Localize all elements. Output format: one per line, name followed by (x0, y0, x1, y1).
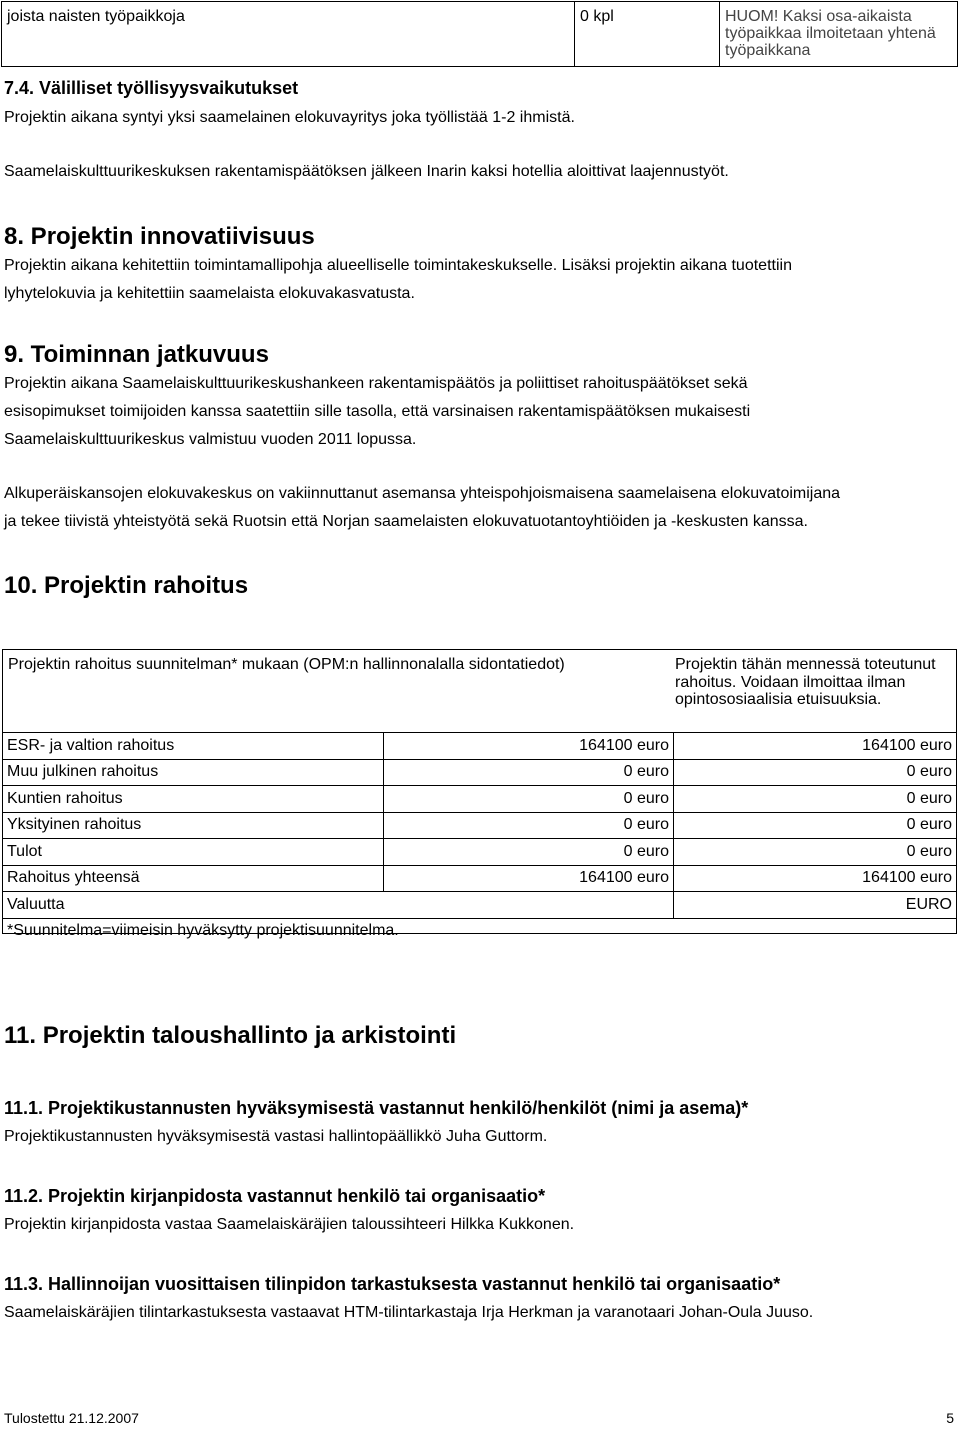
funding-row-plan: 0 euro (384, 839, 674, 866)
section-8-heading: 8. Projektin innovatiivisuus (4, 223, 315, 250)
table-row (2, 865, 957, 892)
funding-row-plan: 0 euro (384, 812, 674, 839)
section-9-text-1: Projektin aikana Saamelaiskulttuurikeskushankeen rakentamispäätös ja poliittiset rahoituspäätökset sekä (4, 375, 748, 392)
section-9-text-5: ja tekee tiivistä yhteistyötä sekä Ruotsin että Norjan saamelaisten elokuvatuotantoyhtiöiden ja -keskusten kanssa. (4, 513, 808, 530)
funding-row-actual: 0 euro (674, 759, 957, 786)
print-date: Tulostettu 21.12.2007 (4, 1410, 139, 1426)
funding-row-plan: 164100 euro (384, 865, 674, 892)
section-8-text-1: Projektin aikana kehitettiin toimintamallipohja alueelliselle toimintakeskukselle. Lisäksi projektin aikana tuotettiin (4, 257, 792, 274)
section-11-2-text: Projektin kirjanpidosta vastaa Saamelaiskäräjien taloussihteeri Hilkka Kukkonen. (4, 1216, 575, 1233)
women-jobs-note: HUOM! Kaksi osa-aikaista työpaikkaa ilmoitetaan yhtenä työpaikkana (720, 2, 958, 67)
table-row (2, 918, 957, 944)
section-11-1-heading: 11.1. Projektikustannusten hyväksymisestä vastannut henkilö/henkilöt (nimi ja asema)* (4, 1098, 749, 1118)
section-9-heading: 9. Toiminnan jatkuvuus (4, 341, 269, 368)
funding-header-plan: Projektin rahoitus suunnitelman* mukaan (OPM:n hallinnonalalla sidontatiedot) (8, 656, 565, 673)
section-7-4-text-2: Saamelaiskulttuurikeskuksen rakentamispäätöksen jälkeen Inarin kaksi hotellia aloittivat laajennustyöt. (4, 163, 729, 180)
section-9-text-4: Alkuperäiskansojen elokuvakeskus on vakiinnuttanut asemansa yhteispohjoismaisena saamelaisena elokuvatoimijana (4, 485, 841, 502)
funding-row-label: Tulot (2, 839, 384, 866)
section-11-1-text: Projektikustannusten hyväksymisestä vastasi hallintopäällikkö Juha Guttorm. (4, 1128, 548, 1145)
funding-row-plan: 164100 euro (384, 733, 674, 760)
women-jobs-label: joista naisten työpaikkoja (2, 2, 575, 67)
funding-table (2, 732, 957, 944)
table-row (2, 786, 957, 813)
funding-row-actual: 0 euro (674, 839, 957, 866)
section-9-text-3: Saamelaiskulttuurikeskus valmistuu vuoden 2011 lopussa. (4, 431, 417, 448)
section-7-4-text-1: Projektin aikana syntyi yksi saamelainen elokuvayritys joka työllistää 1-2 ihmistä. (4, 109, 575, 126)
section-11-2-heading: 11.2. Projektin kirjanpidosta vastannut henkilö tai organisaatio* (4, 1186, 546, 1206)
funding-row-label: ESR- ja valtion rahoitus (2, 733, 384, 760)
funding-row-label: Muu julkinen rahoitus (2, 759, 384, 786)
table-row (2, 892, 957, 919)
funding-footnote: *Suunnitelma=viimeisin hyväksytty projektisuunnitelma. (7, 922, 399, 940)
funding-row-plan: 0 euro (384, 759, 674, 786)
funding-row-actual: 0 euro (674, 812, 957, 839)
table-row (2, 839, 957, 866)
section-9-text-2: esisopimukset toimijoiden kanssa saatettiin sille tasolla, että varsinaisen rakentamispäätöksen mukaisesti (4, 403, 751, 420)
funding-row-label: Valuutta (2, 892, 384, 919)
women-jobs-value: 0 kpl (575, 2, 720, 67)
page-number: 5 (946, 1410, 954, 1426)
funding-row-actual: 0 euro (674, 786, 957, 813)
section-11-3-heading: 11.3. Hallinnoijan vuosittaisen tilinpidon tarkastuksesta vastannut henkilö tai organisaatio* (4, 1274, 781, 1294)
funding-row-actual: 164100 euro (674, 865, 957, 892)
funding-row-plan (384, 892, 674, 919)
section-10-heading: 10. Projektin rahoitus (4, 572, 249, 599)
funding-row-actual: EURO (674, 892, 957, 919)
table-row (2, 812, 957, 839)
funding-row-actual: 164100 euro (674, 733, 957, 760)
section-11-3-text: Saamelaiskäräjien tilintarkastuksesta vastaavat HTM-tilintarkastaja Irja Herkman ja varanotaari Johan-Oula Juuso. (4, 1304, 814, 1321)
section-11-heading: 11. Projektin taloushallinto ja arkistointi (4, 1022, 457, 1049)
funding-row-plan: 0 euro (384, 786, 674, 813)
funding-row-label: Yksityinen rahoitus (2, 812, 384, 839)
table-row (2, 759, 957, 786)
funding-row-label: Kuntien rahoitus (2, 786, 384, 813)
table-row (2, 733, 957, 760)
section-8-text-2: lyhytelokuvia ja kehitettiin saamelaista elokuvakasvatusta. (4, 285, 415, 302)
funding-row-label: Rahoitus yhteensä (2, 865, 384, 892)
funding-header-actual: Projektin tähän mennessä toteutunut rahoitus. Voidaan ilmoittaa ilman opintososiaalisia etuisuuksia. (675, 656, 936, 708)
employment-table (1, 1, 958, 67)
section-7-4-heading: 7.4. Välilliset työllisyysvaikutukset (4, 78, 299, 98)
